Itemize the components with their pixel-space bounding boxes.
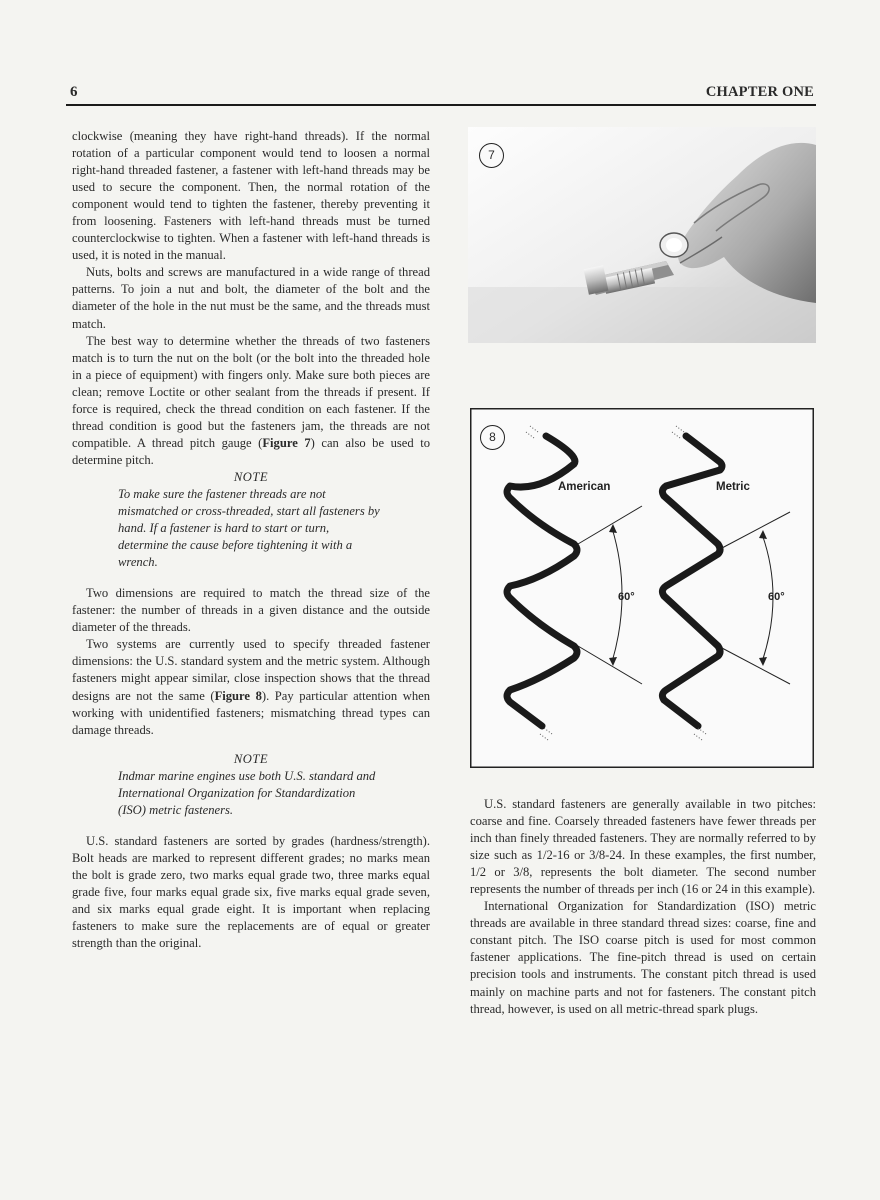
figure-reference: Figure 7 bbox=[262, 435, 311, 450]
paragraph: clockwise (meaning they have right-hand threads). If the normal rotation of a particular component would tend to loosen a normal right-hand threaded fastener, a fastener with left-hand threads may be used to secure the component. Then, the normal rotation of the component would tend to tighten the fastener, thereby preventing it from loosening. Fasteners with left-hand threads must be turned counterclockwise to tighten. When a fastener with left-hand threads is used, it is noted in the manual. bbox=[72, 129, 430, 263]
paragraph: Two dimensions are required to match the thread size of the fastener: the number of threads in a given distance and the outside diameter of the threads. bbox=[72, 586, 430, 635]
note-body: Indmar marine engines use both U.S. standard and International Organization for Standardization (ISO) metric fasteners. bbox=[118, 768, 376, 817]
figure-8-diagram bbox=[470, 408, 814, 768]
paragraph: U.S. standard fasteners are sorted by grades (hardness/strength). Bolt heads are marked to represent different grades; no marks mean the bolt is grade zero, two marks equal grade two, three marks equal grade five, four marks equal grade six, five marks equal grade seven, and six marks equal grade eight. It is important when replacing fasteners to make sure the replacements are of equal or greater strength than the original. bbox=[72, 833, 430, 951]
paragraph: The best way to determine whether the threads of two fasteners match is to turn the nut on the bolt (or the bolt into the threaded hole in a piece of equipment) with fingers only. Make sure both pieces are clean; remove Loctite or other sealant from the threads if present. If force is required, check the thread condition on each fastener. If the thread condition is good but the fasteners jam, the threads are not compatible. A thread pitch gauge (Figure 7) can also be used to determine pitch. bbox=[72, 333, 431, 467]
american-angle-label: 60° bbox=[618, 591, 635, 603]
header-rule bbox=[66, 104, 816, 106]
page-number: 6 bbox=[70, 84, 78, 100]
american-label: American bbox=[558, 481, 611, 493]
thread-gauge-photo bbox=[468, 127, 816, 343]
figure-reference: Figure 8 bbox=[214, 688, 262, 703]
metric-label: Metric bbox=[716, 481, 750, 493]
metric-angle-label: 60° bbox=[768, 591, 785, 603]
left-column bbox=[72, 128, 430, 952]
chapter-title: CHAPTER ONE bbox=[705, 84, 814, 100]
figure-number-badge: 7 bbox=[479, 143, 504, 168]
paragraph: International Organization for Standardization (ISO) metric threads are available in three standard thread sizes: coarse, fine and constant pitch. The ISO coarse pitch is used for most common fastener applications. The fine-pitch thread is used on certain precision tools and instruments. The constant pitch thread is used mainly on machine parts and not for fasteners. The constant pitch thread, however, is used on all metric-thread spark plugs. bbox=[470, 899, 816, 1016]
note-heading: NOTE bbox=[233, 469, 269, 484]
note-heading: NOTE bbox=[233, 751, 269, 766]
figure-number-badge: 8 bbox=[480, 425, 505, 450]
thread-profile-diagram bbox=[470, 408, 814, 768]
paragraph: Nuts, bolts and screws are manufactured in a wide range of thread patterns. To join a nut and bolt, the diameter of the bolt and the diameter of the hole in the nut must be the same, and the threads must match. bbox=[72, 265, 430, 331]
figure-7-photo bbox=[468, 127, 816, 343]
page-header bbox=[70, 84, 814, 106]
right-column bbox=[470, 796, 816, 1018]
note-body: To make sure the fastener threads are not mismatched or cross-threaded, start all fasteners by hand. If a fastener is hard to start or turn, determine the cause before tightening it with a wrench. bbox=[118, 486, 380, 570]
paragraph: U.S. standard fasteners are generally available in two pitches: coarse and fine. Coarsely threaded fasteners have fewer threads per inch than finely threaded fasteners. They are normally referred to by size such as 1/2-16 or 3/8-24. In these examples, the first number, 1/2 or 3/8, represents the bolt diameter. The second number represents the number of threads per inch (16 or 24 in this example). bbox=[470, 797, 816, 897]
paragraph: Two systems are currently used to specify threaded fastener dimensions: the U.S. standard system and the metric system. Although fasteners might appear similar, close inspection shows that the thread designs are not the same (Figure 8). Pay particular attention when working with unidentified fasteners; mismatching thread types can damage threads. bbox=[72, 637, 431, 737]
